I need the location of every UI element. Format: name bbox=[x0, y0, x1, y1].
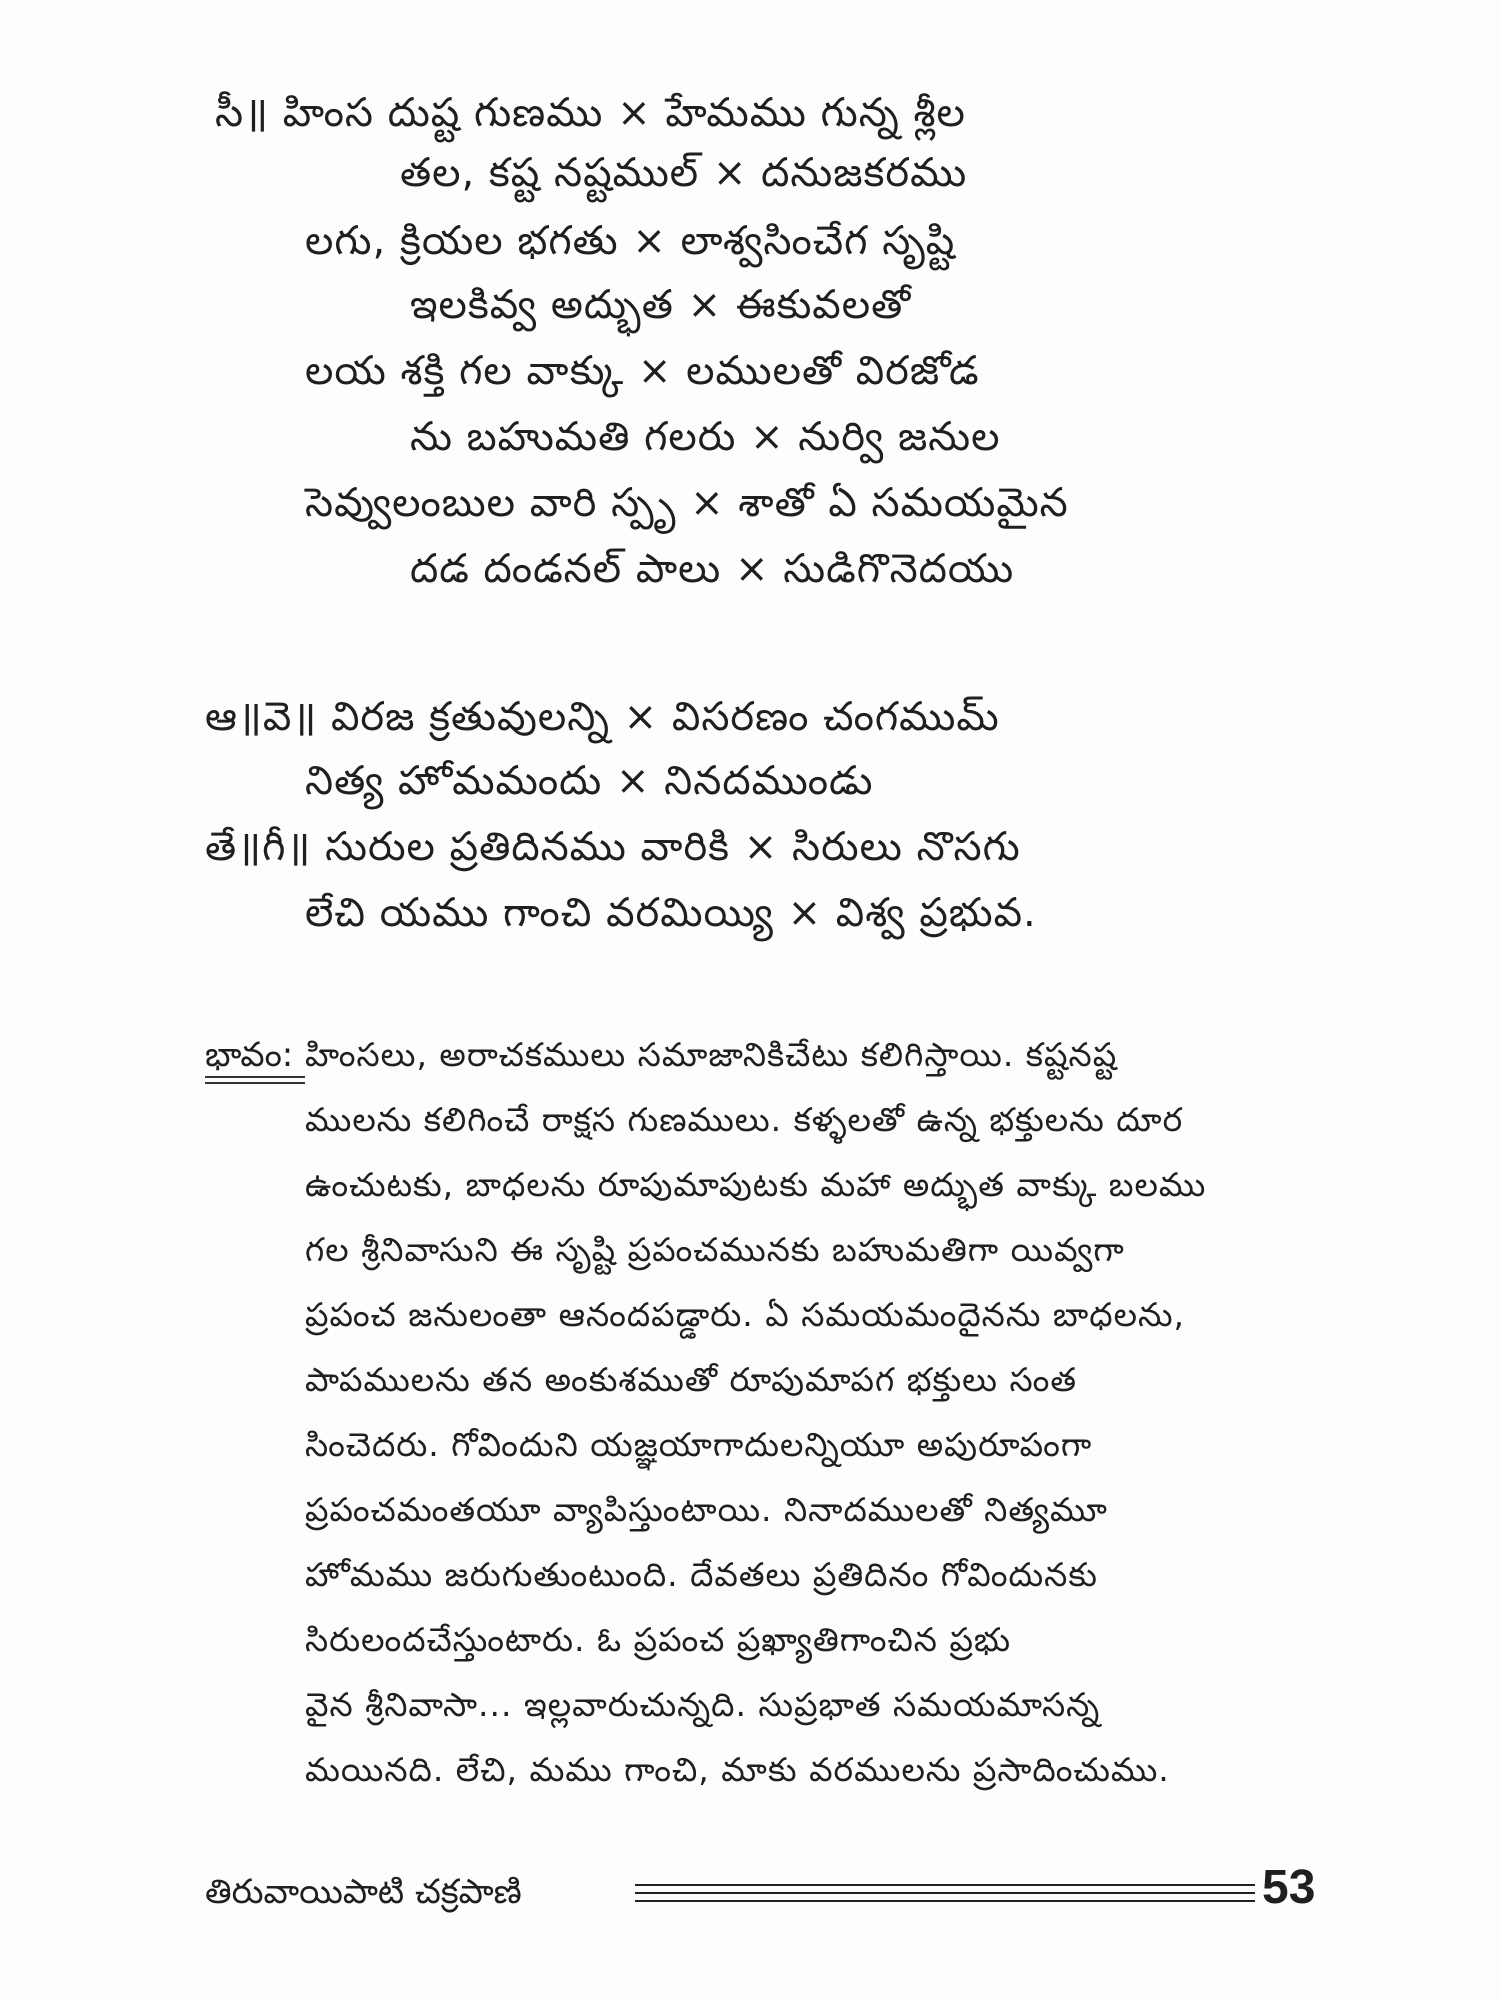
bhavam-line: వైన శ్రీనివాసా... ఇల్లవారుచున్నది. సుప్రభాత సమయమాసన్న bbox=[305, 1685, 1101, 1724]
verse-line: తే॥గీ॥ సురుల ప్రతిదినము వారికి × సిరులు నొసగు bbox=[205, 824, 1021, 870]
bhavam-line: గల శ్రీనివాసుని ఈ సృష్టి ప్రపంచమునకు బహుమతిగా యివ్వగా bbox=[305, 1230, 1125, 1269]
footer-rule bbox=[635, 1900, 1255, 1902]
bhavam-line: సించెదరు. గోవిందుని యజ్ఞయాగాదులన్నియూ అపురూపంగా bbox=[305, 1425, 1093, 1464]
verse-line: దడ దండనల్ పాలు × సుడిగొనెదయు bbox=[410, 546, 1015, 592]
bhavam-label: భావం: bbox=[205, 1035, 294, 1075]
verse-line: సీ॥ హింస దుష్ట గుణము × హేమము గున్న శ్లీల bbox=[215, 90, 966, 136]
verse-line: తల, కష్ట నష్టముల్ × దనుజకరము bbox=[400, 150, 968, 196]
bhavam-line: హింసలు, అరాచకములు సమాజానికిచేటు కలిగిస్తాయి. కష్టనష్ట bbox=[305, 1035, 1118, 1074]
bhavam-line: సిరులందచేస్తుంటారు. ఓ ప్రపంచ ప్రఖ్యాతిగాంచిన ప్రభు bbox=[305, 1620, 1012, 1659]
footer-rule bbox=[635, 1892, 1255, 1894]
bhavam-line: హోమము జరుగుతుంటుంది. దేవతలు ప్రతిదినం గోవిందునకు bbox=[305, 1555, 1098, 1594]
verse-line: ను బహుమతి గలరు × నుర్వి జనుల bbox=[410, 414, 1001, 460]
bhavam-line: ప్రపంచమంతయూ వ్యాపిస్తుంటాయి. నినాదములతో నిత్యమూ bbox=[305, 1490, 1108, 1529]
bhavam-line: ములను కలిగించే రాక్షస గుణములు. కళ్ళలతో ఉన్న భక్తులను దూర bbox=[305, 1100, 1184, 1139]
bhavam-line: మయినది. లేచి, మము గాంచి, మాకు వరములను ప్రసాదించుము. bbox=[305, 1750, 1170, 1789]
verse-line: లేచి యము గాంచి వరమియ్యి × విశ్వ ప్రభువ. bbox=[305, 890, 1037, 936]
bhavam-line: ఉంచుటకు, బాధలను రూపుమాపుటకు మహా అద్భుత వాక్కు బలము bbox=[305, 1165, 1207, 1204]
bhavam-underline bbox=[205, 1076, 305, 1078]
verse-line: నిత్య హోమమందు × నినదముండు bbox=[305, 758, 874, 804]
verse-line: లగు, క్రియల భగతు × లాశ్వసించేగ సృష్టి bbox=[305, 218, 956, 264]
bhavam-line: పాపములను తన అంకుశముతో రూపుమాపగ భక్తులు సంత bbox=[305, 1360, 1078, 1399]
bhavam-line: ప్రపంచ జనులంతా ఆనందపడ్డారు. ఏ సమయమందైనను బాధలను, bbox=[305, 1295, 1186, 1334]
verse-line: ఇలకివ్వ అద్భుత × ఈకువలతో bbox=[410, 282, 912, 328]
verse-line: లయ శక్తి గల వాక్కు × లములతో విరజోడ bbox=[305, 348, 980, 394]
page-number: 53 bbox=[1262, 1861, 1316, 1914]
footer-author: తిరువాయిపాటి చక్రపాణి bbox=[205, 1872, 522, 1912]
verse-line: ఆ॥వె॥ విరజ క్రతువులన్ని × విసరణం చంగముమ్ bbox=[205, 694, 1000, 740]
bhavam-underline bbox=[205, 1082, 305, 1084]
verse-line: సెవ్వులంబుల వారి స్పృ × శాతో ఏ సమయమైన bbox=[305, 480, 1069, 526]
footer-rule bbox=[635, 1884, 1255, 1886]
